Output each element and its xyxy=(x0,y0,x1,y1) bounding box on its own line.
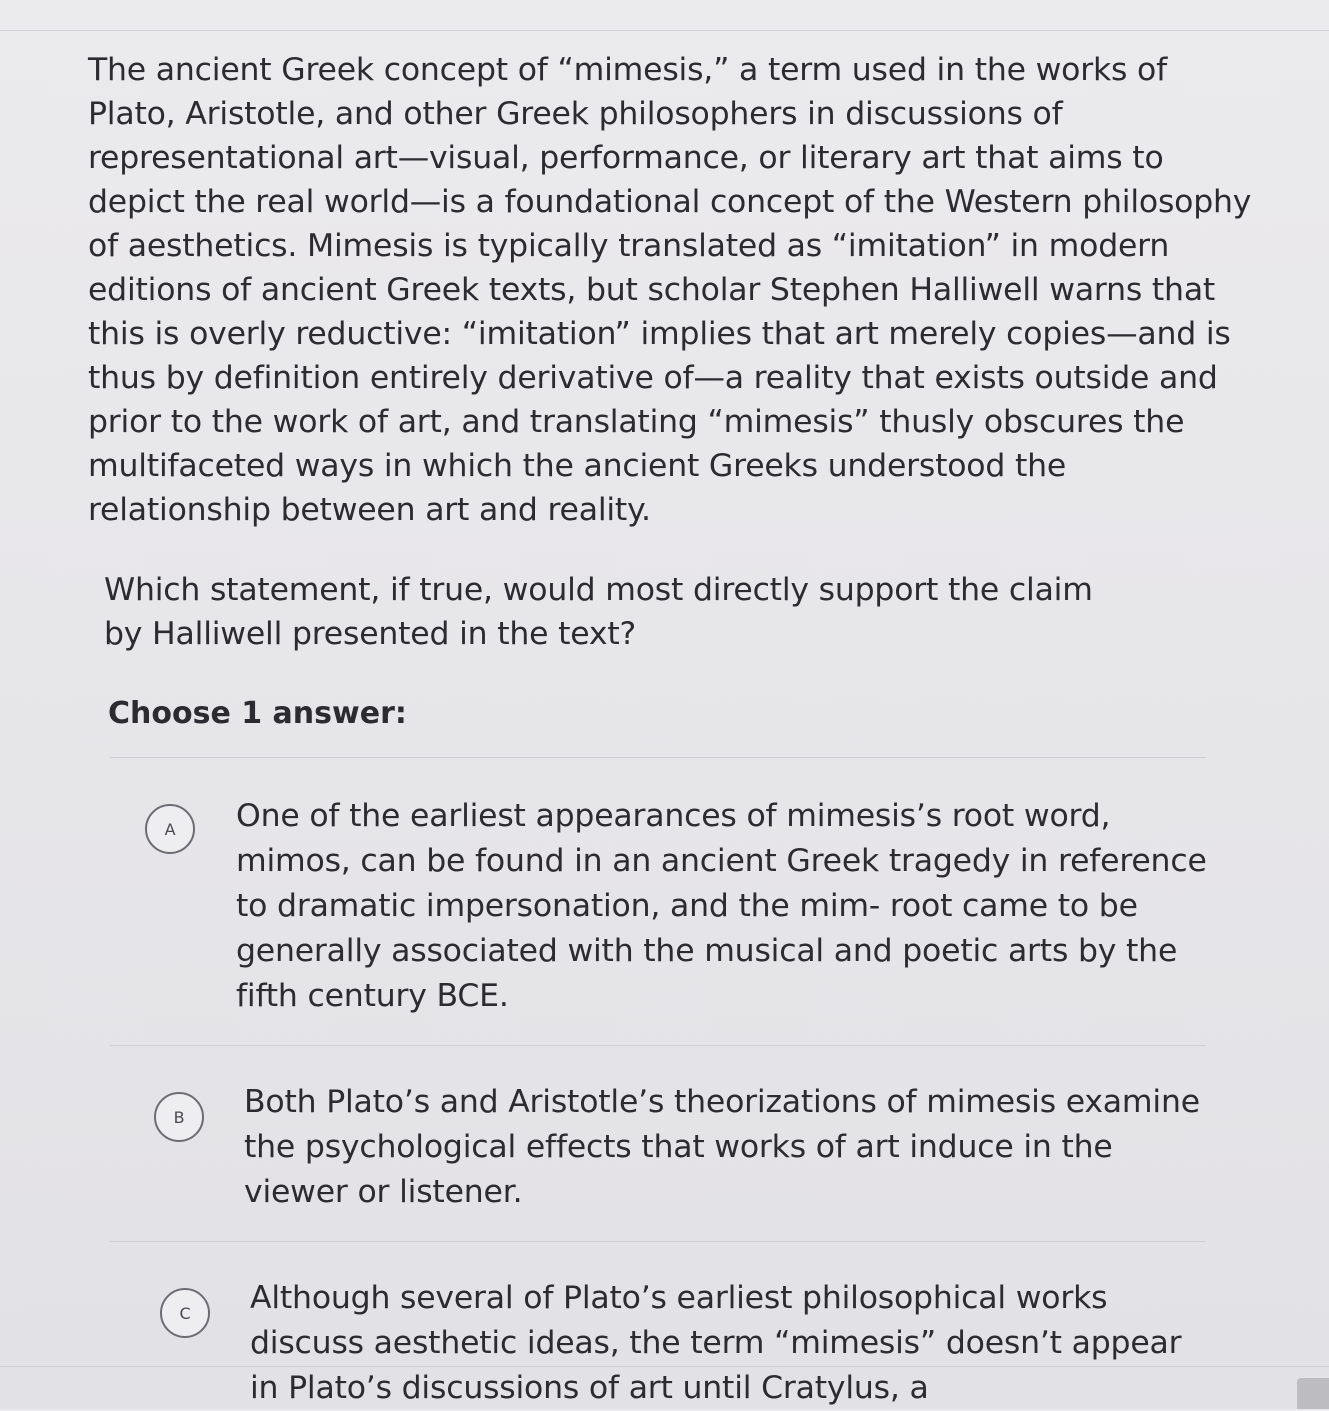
answer-choice-c[interactable] xyxy=(88,1242,1253,1411)
choice-c-letter: C xyxy=(179,1303,191,1323)
top-divider xyxy=(0,30,1329,31)
choice-a-radio[interactable] xyxy=(145,804,195,854)
choose-answer-label: Choose 1 answer: xyxy=(108,696,407,731)
choice-b-text: Both Plato’s and Aristotle’s theorizations of mimesis examine the psychological effects that works of art induce in the viewer or listener. xyxy=(244,1084,1200,1210)
question-prompt: Which statement, if true, would most directly support the claim by Halliwell presented in the text? xyxy=(104,572,1093,652)
choice-c-text: Although several of Plato’s earliest philosophical works discuss aesthetic ideas, the term “mimesis” doesn’t appear in Plato’s discussions of art until Cratylus, a xyxy=(250,1280,1182,1406)
answer-choice-a[interactable] xyxy=(88,758,1253,1045)
footer-button-edge[interactable] xyxy=(1297,1378,1329,1409)
choice-b-letter: B xyxy=(173,1107,185,1127)
choice-c-radio[interactable] xyxy=(160,1288,210,1338)
passage-text: The ancient Greek concept of “mimesis,” a term used in the works of Plato, Aristotle, and other Greek philosophers in discussions of representational art—visual, performance, or literary art that aims to depict the real world—is a foundational concept of the Western philosophy of aesthetics. Mimesis is typically translated as “imitation” in modern editions of ancient Greek texts, but scholar Stephen Halliwell warns that this is overly reductive: “imitation” implies that art merely copies—and is thus by definition entirely derivative of—a reality that exists outside and prior to the work of art, and translating “mimesis” thusly obscures the multifaceted ways in which the ancient Greeks understood the relationship between art and reality. xyxy=(88,52,1252,528)
choice-a-text: One of the earliest appearances of mimesis’s root word, mimos, can be found in an ancient Greek tragedy in reference to dramatic impersonation, and the mim- root came to be generally associated with the musical and poetic arts by the fifth century BCE. xyxy=(236,798,1207,1014)
choice-b-radio[interactable] xyxy=(154,1092,204,1142)
footer-divider xyxy=(0,1366,1329,1367)
answer-choice-b[interactable] xyxy=(88,1046,1253,1241)
choice-a-letter: A xyxy=(164,819,176,839)
exercise-content xyxy=(88,48,1253,1411)
